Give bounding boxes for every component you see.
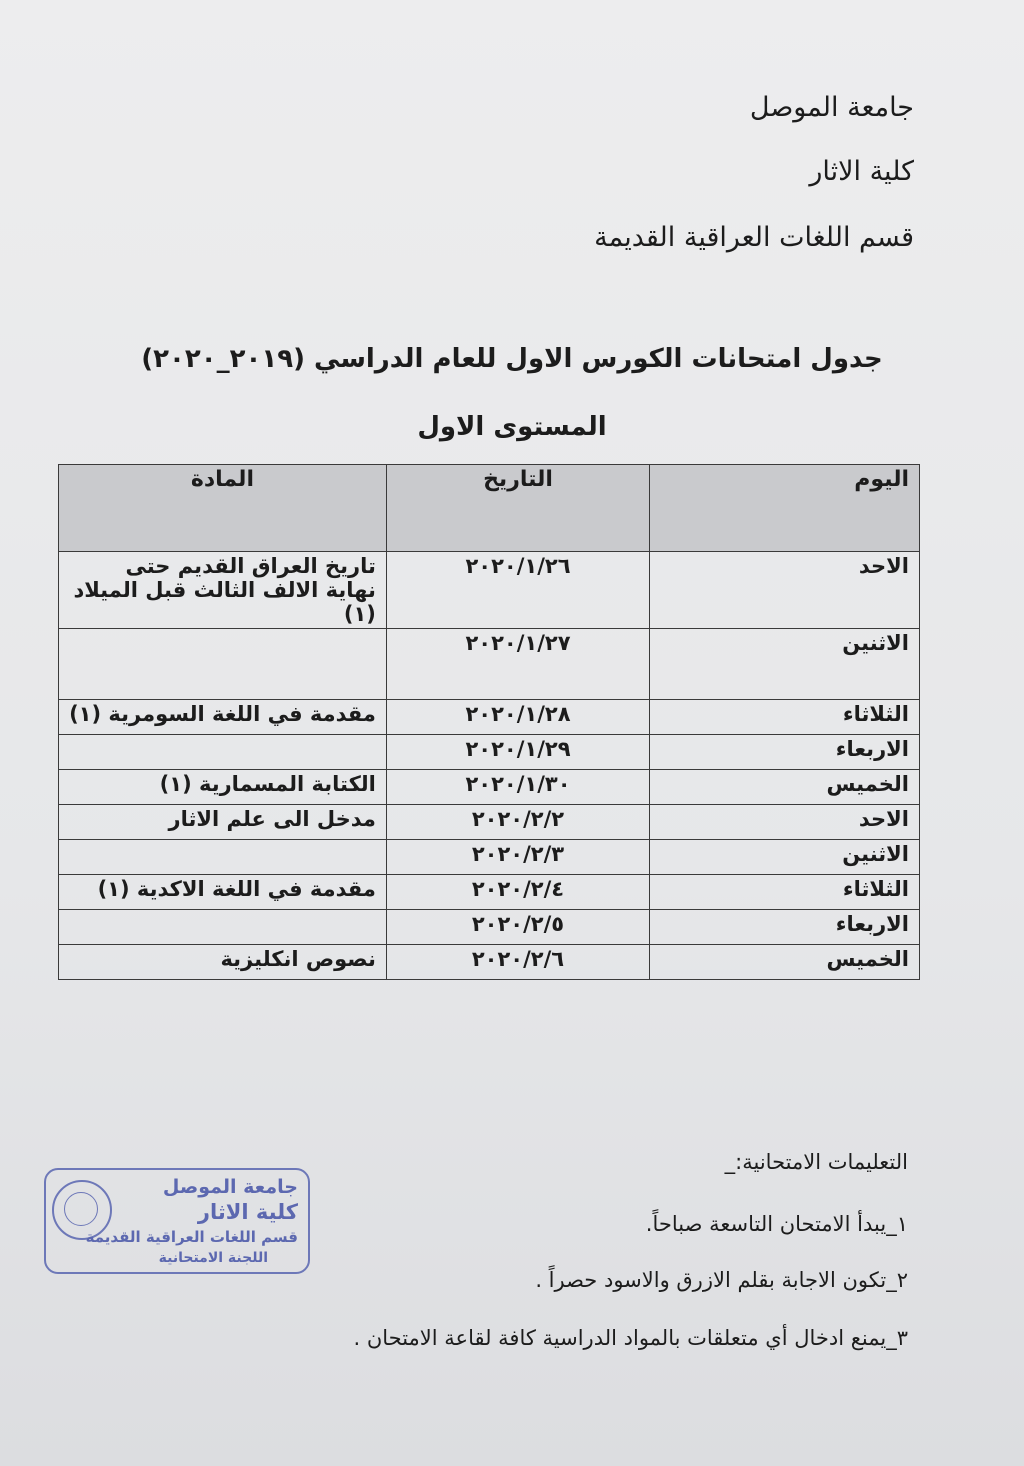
stamp-university: جامعة الموصل [162,1176,298,1198]
cell-date: ٢٠٢٠/٢/٦ [386,945,649,980]
cell-day: الثلاثاء [650,700,920,735]
table-row [59,735,920,770]
university-name: جامعة الموصل [749,92,914,123]
table-row [59,629,920,700]
exam-schedule-table [58,464,920,980]
cell-date: ٢٠٢٠/٢/٥ [386,910,649,945]
table-row [59,770,920,805]
cell-day: الاثنين [650,840,920,875]
cell-day: الاربعاء [650,735,920,770]
cell-day: الاثنين [650,629,920,700]
cell-subject: تاريخ العراق القديم حتى نهاية الالف الثالث قبل الميلاد (١) [59,552,387,629]
table-row [59,805,920,840]
page-title: جدول امتحانات الكورس الاول للعام الدراسي (٢٠١٩_٢٠٢٠) [141,344,883,374]
official-stamp [44,1168,310,1274]
table-row [59,700,920,735]
cell-subject [59,735,387,770]
cell-date: ٢٠٢٠/١/٢٦ [386,552,649,629]
level-subtitle: المستوى الاول [417,412,607,442]
cell-day: الاحد [650,552,920,629]
cell-day: الخميس [650,770,920,805]
table-row [59,840,920,875]
instruction-item: ٢_تكون الاجابة بقلم الازرق والاسود حصراً . [535,1268,908,1292]
stamp-committee: اللجنة الامتحانية [158,1250,268,1266]
table-row [59,945,920,980]
table-row [59,875,920,910]
header-day: اليوم [650,465,920,552]
cell-date: ٢٠٢٠/١/٣٠ [386,770,649,805]
instruction-item: ١_يبدأ الامتحان التاسعة صباحاً. [645,1212,908,1236]
stamp-college: كلية الاثار [197,1200,298,1224]
department-name: قسم اللغات العراقية القديمة [594,222,914,253]
cell-day: الخميس [650,945,920,980]
cell-subject [59,840,387,875]
cell-date: ٢٠٢٠/٢/٢ [386,805,649,840]
cell-subject: نصوص انكليزية [59,945,387,980]
cell-day: الاحد [650,805,920,840]
cell-subject: مقدمة في اللغة السومرية (١) [59,700,387,735]
instruction-item: ٣_يمنع ادخال أي متعلقات بالمواد الدراسية كافة لقاعة الامتحان . [353,1326,908,1350]
cell-date: ٢٠٢٠/٢/٤ [386,875,649,910]
cell-day: الثلاثاء [650,875,920,910]
table-row [59,552,920,629]
cell-subject [59,629,387,700]
cell-subject: مقدمة في اللغة الاكدية (١) [59,875,387,910]
cell-subject: الكتابة المسمارية (١) [59,770,387,805]
cell-day: الاربعاء [650,910,920,945]
college-name: كلية الاثار [809,156,914,187]
cell-subject: مدخل الى علم الاثار [59,805,387,840]
cell-date: ٢٠٢٠/١/٢٨ [386,700,649,735]
cell-date: ٢٠٢٠/٢/٣ [386,840,649,875]
header-date: التاريخ [386,465,649,552]
cell-date: ٢٠٢٠/١/٢٧ [386,629,649,700]
header-subject: المادة [59,465,387,552]
instructions-heading: التعليمات الامتحانية:_ [724,1150,908,1174]
cell-subject [59,910,387,945]
cell-date: ٢٠٢٠/١/٢٩ [386,735,649,770]
stamp-department: قسم اللغات العراقية القديمة [85,1228,298,1246]
table-header-row [59,465,920,552]
table-row [59,910,920,945]
